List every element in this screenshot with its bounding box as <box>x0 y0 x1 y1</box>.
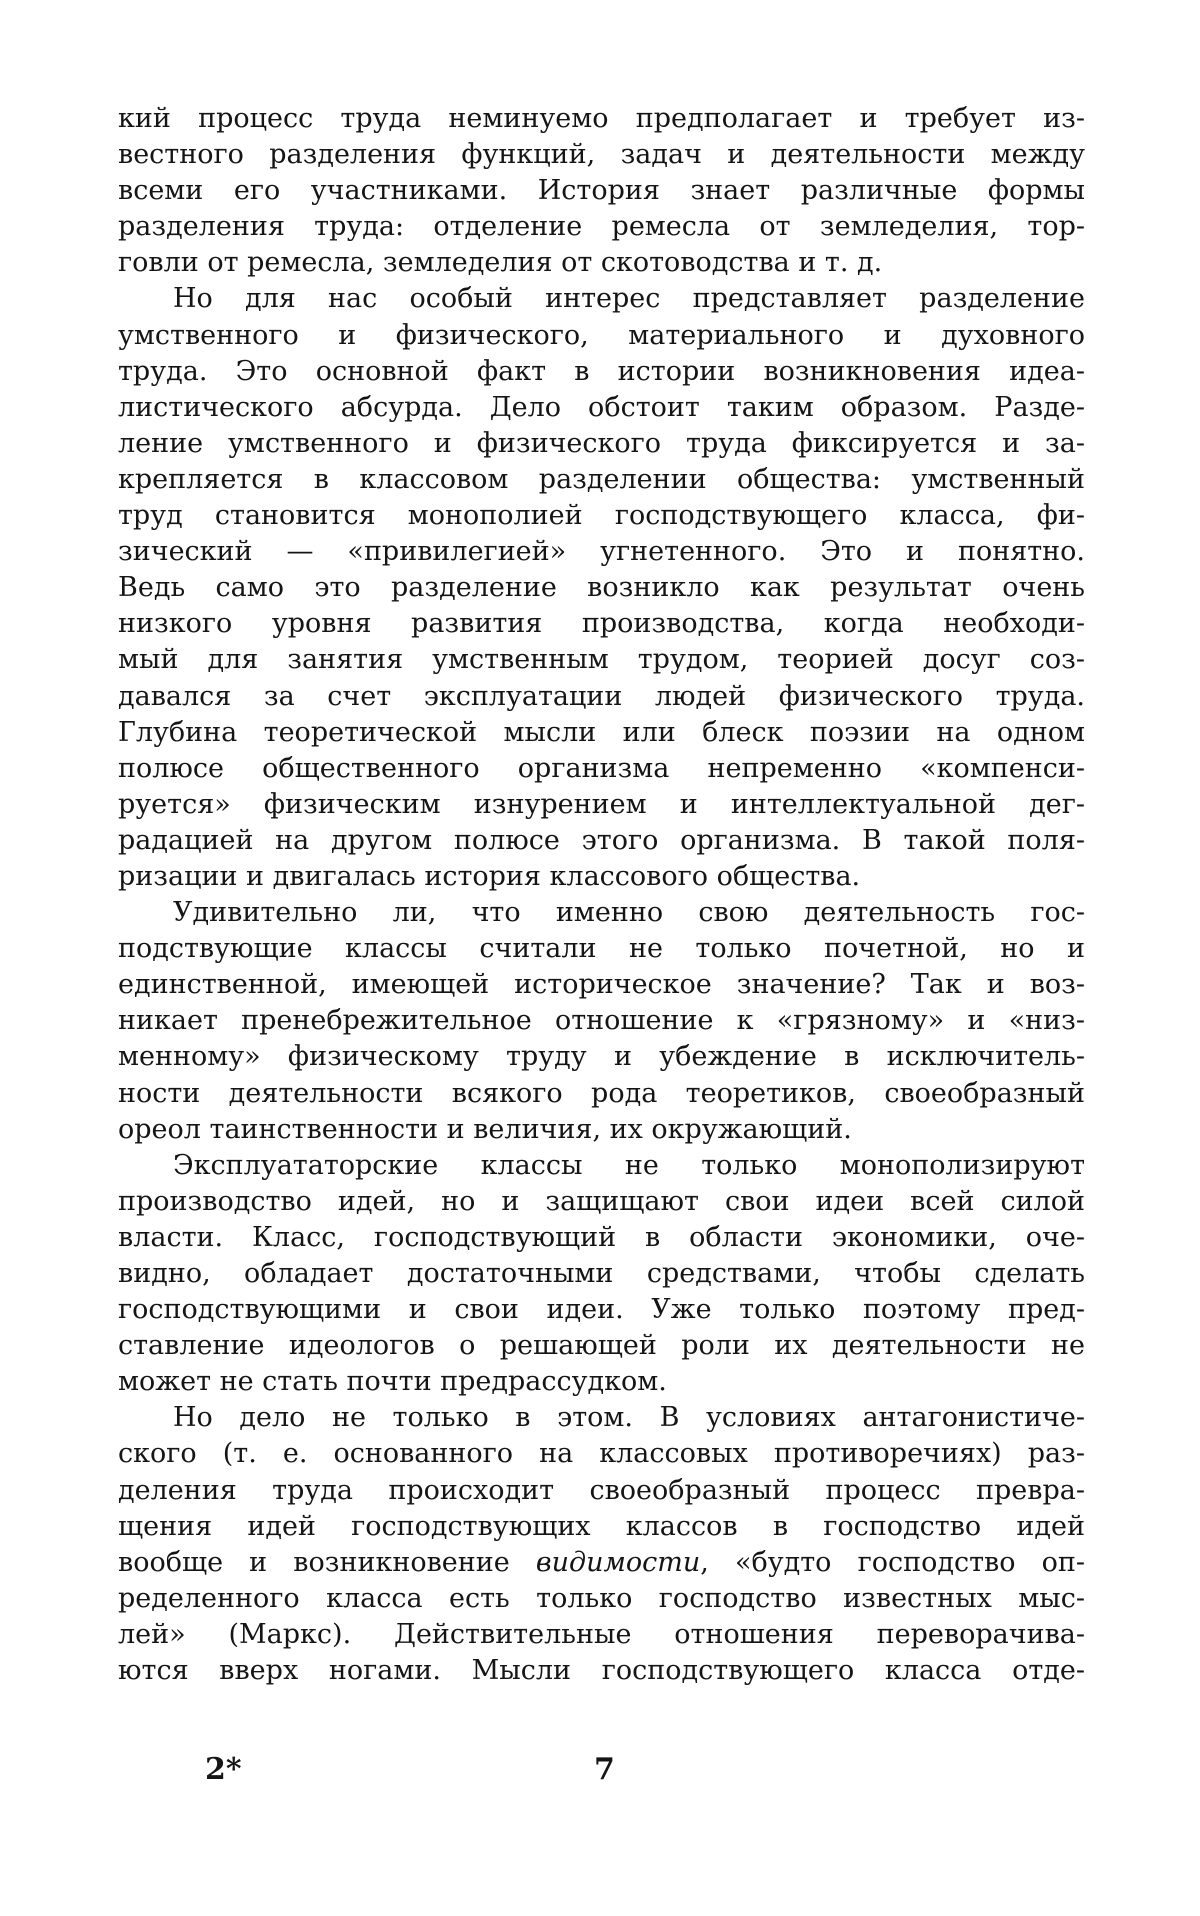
text-segment: , «будто господство оп- <box>700 1546 1085 1578</box>
text-line: ление умственного и физического труда фиксируется и за- <box>118 427 1085 459</box>
text-line: Но дело не только в этом. В условиях антагонистиче- <box>173 1402 1085 1434</box>
text-line: ризации и двигалась история классового общества. <box>118 860 861 892</box>
text-line: труд становится монополией господствующего класса, фи- <box>118 500 1085 532</box>
text-line: полюсе общественного организма непременно «компенси- <box>118 752 1085 784</box>
text-line: ности деятельности всякого рода теоретиков, своеобразный <box>118 1077 1085 1109</box>
text-line: единственной, имеющей историческое значение? Так и воз- <box>118 969 1085 1001</box>
text-line: крепляется в классовом разделении общества: умственный <box>118 463 1085 495</box>
printer-signature-mark: 2* <box>205 1752 242 1787</box>
text-line: ского (т. е. основанного на классовых противоречиях) раз- <box>118 1438 1085 1470</box>
emphasized-word: видимости <box>535 1546 701 1578</box>
text-line: Удивительно ли, что именно свою деятельность гос- <box>173 897 1085 929</box>
text-line: видно, обладает достаточными средствами, чтобы сделать <box>118 1258 1085 1289</box>
text-line: умственного и физического, материального и духовного <box>118 319 1085 351</box>
text-line: ореол таинственности и величия, их окружающий. <box>118 1113 852 1145</box>
text-line: власти. Класс, господствующий в области экономики, оче- <box>118 1221 1085 1253</box>
text-line: щения идей господствующих классов в господство идей <box>118 1510 1085 1542</box>
text-line: труда. Это основной факт в истории возникновения идеа- <box>118 355 1085 387</box>
text-line: подствующие классы считали не только почетной, но и <box>118 933 1085 965</box>
text-line: мый для занятия умственным трудом, теорией досуг соз- <box>118 644 1085 676</box>
text-line: ются вверх ногами. Мысли господствующего класса отде- <box>118 1655 1085 1687</box>
text-line: давался за счет эксплуатации людей физического труда. <box>118 680 1085 712</box>
text-line: производство идей, но и защищают свои идеи всей силой <box>118 1185 1085 1217</box>
text-line: говли от ремесла, земледелия от скотоводства и т. д. <box>118 247 883 279</box>
text-line: радацией на другом полюсе этого организма. В такой поля- <box>118 824 1085 856</box>
text-line: зический — «привилегией» угнетенного. Это и понятно. <box>118 536 1085 568</box>
text-line: кий процесс труда неминуемо предполагает и требует из- <box>118 103 1085 134</box>
text-line: господствующими и свои идеи. Уже только поэтому пред- <box>118 1294 1085 1326</box>
text-line: лей» (Маркс). Действительные отношения переворачива- <box>118 1618 1085 1650</box>
text-line: Глубина теоретической мысли или блеск поэзии на одном <box>118 716 1085 748</box>
text-line <box>118 1545 1085 1581</box>
text-line: Но для нас особый интерес представляет разделение <box>173 283 1085 315</box>
text-segment: вообще и возникновение <box>118 1546 536 1578</box>
text-line: низкого уровня развития производства, когда необходи- <box>118 608 1085 640</box>
text-line: разделения труда: отделение ремесла от земледелия, тор- <box>118 211 1085 243</box>
text-line: Ведь само это разделение возникло как результат очень <box>118 572 1085 604</box>
text-line: менному» физическому труду и убеждение в исключитель- <box>118 1041 1085 1073</box>
text-line: всеми его участниками. История знает различные формы <box>118 175 1085 207</box>
body-text <box>118 101 1085 1689</box>
text-line: деления труда происходит своеобразный процесс превра- <box>118 1474 1085 1506</box>
text-line: никает пренебрежительное отношение к «грязному» и «низ- <box>118 1005 1085 1037</box>
text-line: может не стать почти предрассудком. <box>118 1366 667 1398</box>
text-line: ределенного класса есть только господство известных мыс- <box>118 1582 1085 1614</box>
text-line: листического абсурда. Дело обстоит таким образом. Разде- <box>118 391 1085 423</box>
text-line: вестного разделения функций, задач и деятельности между <box>118 139 1085 171</box>
text-line: руется» физическим изнурением и интеллектуальной дег- <box>118 788 1085 820</box>
text-line: ставление идеологов о решающей роли их деятельности не <box>118 1330 1085 1362</box>
text-line: Эксплуататорские классы не только монополизируют <box>173 1149 1085 1181</box>
page-number: 7 <box>594 1752 615 1787</box>
